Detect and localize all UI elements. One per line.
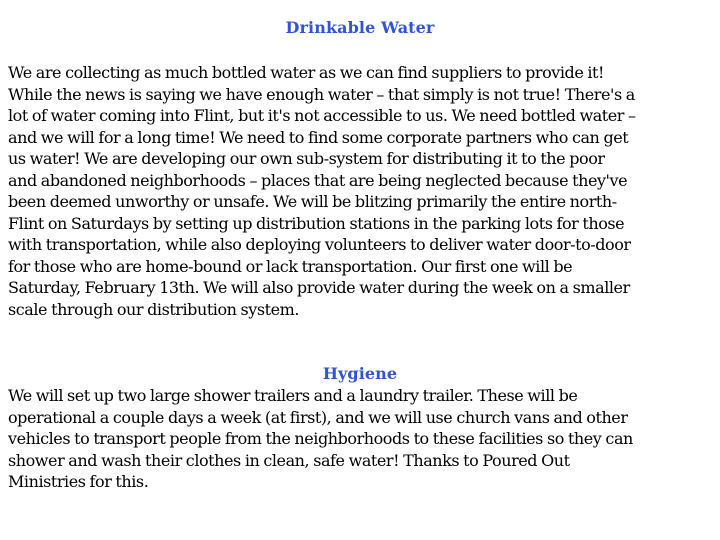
paragraph-line: for those who are home-bound or lack transportation. Our first one will be bbox=[8, 256, 573, 276]
section-heading-drinkable-water: Drinkable Water bbox=[285, 18, 435, 37]
drinkable-water-paragraph bbox=[8, 62, 716, 320]
paragraph-line: Saturday, February 13th. We will also provide water during the week on a smaller bbox=[8, 278, 630, 297]
paragraph-line: and we will for a long time! We need to find some corporate partners who can get bbox=[8, 127, 629, 147]
paragraph-line: We are collecting as much bottled water as we can find suppliers to provide it! bbox=[8, 63, 605, 82]
paragraph-line: with transportation, while also deploying volunteers to deliver water door-to-door bbox=[8, 235, 631, 254]
paragraph-line: shower and wash their clothes in clean, safe water! Thanks to Poured Out bbox=[8, 450, 570, 470]
paragraph-line: scale through our distribution system. bbox=[8, 299, 300, 319]
paragraph-line: been deemed unworthy or unsafe. We will be blitzing primarily the entire north- bbox=[8, 192, 617, 211]
paragraph-line: us water! We are developing our own sub-system for distributing it to the poor bbox=[8, 149, 605, 168]
paragraph-line: While the news is saying we have enough water – that simply is not true! There's a bbox=[8, 84, 635, 104]
paragraph-line: lot of water coming into Flint, but it's not accessible to us. We need bottled water – bbox=[8, 106, 636, 125]
hygiene-paragraph bbox=[8, 385, 716, 493]
paragraph-line: operational a couple days a week (at first), and we will use church vans and other bbox=[8, 407, 628, 427]
section-heading-hygiene: Hygiene bbox=[322, 364, 398, 383]
paragraph-line: We will set up two large shower trailers and a laundry trailer. These will be bbox=[8, 386, 578, 405]
paragraph-line: Ministries for this. bbox=[8, 472, 149, 491]
paragraph-line: and abandoned neighborhoods – places that are being neglected because they've bbox=[8, 170, 628, 190]
paragraph-line: vehicles to transport people from the neighborhoods to these facilities so they can bbox=[8, 429, 633, 448]
paragraph-line: Flint on Saturdays by setting up distribution stations in the parking lots for those bbox=[8, 213, 625, 233]
